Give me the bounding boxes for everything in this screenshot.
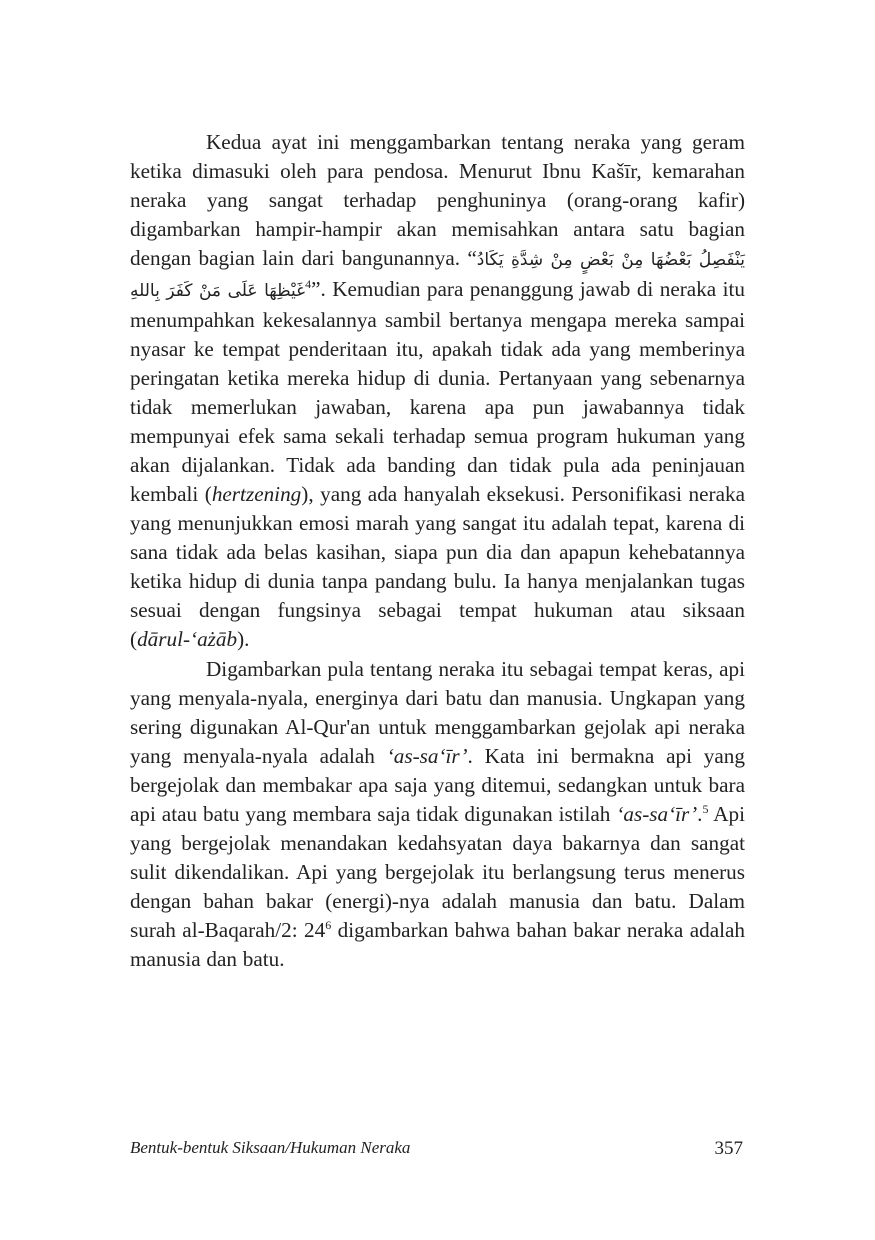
p2-text-3: . <box>697 802 703 826</box>
p1-arabic-2: يَنْفَصِلُ بَعْضُهَا مِنْ بَعْضٍ مِنْ شِدَّةِ غَيْظِهَا عَلَى مَنْ كَفَرَ بِاللهِ <box>130 250 745 301</box>
footnote-ref-4[interactable]: 4 <box>305 276 312 291</box>
footnote-ref-5[interactable]: 5 <box>702 801 709 816</box>
p2-italic-term-2: ‘as-sa‘īr’ <box>616 802 698 826</box>
page-number: 357 <box>714 1138 743 1159</box>
p1-arabic-1: يَكَادُ <box>476 250 504 270</box>
p2-text-5: digambarkan bahwa bahan bakar neraka adalah manusia dan batu. <box>130 918 745 971</box>
p1-text-4: ). <box>237 627 250 651</box>
p1-italic-term-2: dārul-‘ażāb <box>137 627 238 651</box>
p1-italic-term-1: hertzening <box>211 482 302 506</box>
p2-text-4: Api yang bergejolak menandakan kedahsyatan daya bakarnya dan sangat sulit dikendalikan. Api yang bergejolak itu berlangsung terus menerus dengan bahan bakar (energi)-nya adalah manusia dan batu. Dalam surah al-Baqarah/2: 24 <box>130 802 745 942</box>
main-text <box>130 128 745 974</box>
footnote-ref-6[interactable]: 6 <box>325 917 332 932</box>
page-footer <box>130 1138 743 1160</box>
paragraph-2 <box>130 655 745 974</box>
p1-text-1: Kedua ayat ini menggambarkan tentang neraka yang geram ketika dimasuki oleh para pendosa. Menurut Ibnu Kašīr, kemarahan neraka yang sangat terhadap penghuninya (orang-orang kafir) digambarkan hampir-hampir akan memisahkan antara satu bagian dengan bagian lain dari bangunannya. “ <box>130 130 745 270</box>
p1-text-3: ), yang ada hanyalah eksekusi. Personifikasi neraka yang menunjukkan emosi marah yang sangat itu adalah tepat, karena di sana tidak ada belas kasihan, siapa pun dia dan apapun kehebatannya ketika hidup di dunia tanpa pandang bulu. Ia hanya menjalankan tugas sesuai dengan fungsinya sebagai tempat hukuman atau siksaan ( <box>130 482 745 651</box>
p2-italic-term-1: ‘as-sa‘īr’ <box>386 744 468 768</box>
p2-text-1: Digambarkan pula tentang neraka itu sebagai tempat keras, api yang menyala-nyala, energinya dari batu dan manusia. Ungkapan yang sering digunakan Al-Qur'an untuk menggambarkan gejolak api neraka yang menyala-nyala adalah <box>130 657 745 768</box>
p1-text-2: ”. Kemudian para penanggung jawab di neraka itu menumpahkan kekesalannya sambil bertanya mengapa mereka sampai nyasar ke tempat penderitaan itu, apakah tidak ada yang memberinya peringatan ketika mereka hidup di dunia. Pertanyaan yang sebenarnya tidak memerlukan jawaban, karena apa pun jawabannya tidak mempunyai efek sama sekali terhadap semua program hukuman yang akan dijalankan. Tidak ada banding dan tidak pula ada peninjauan kembali ( <box>130 277 745 506</box>
p2-text-2: . Kata ini bermakna api yang bergejolak dan membakar apa saja yang ditemui, sedangkan untuk bara api atau batu yang membara saja tidak digunakan istilah <box>130 744 745 826</box>
paragraph-1 <box>130 128 745 654</box>
running-title: Bentuk-bentuk Siksaan/Hukuman Neraka <box>130 1138 411 1157</box>
